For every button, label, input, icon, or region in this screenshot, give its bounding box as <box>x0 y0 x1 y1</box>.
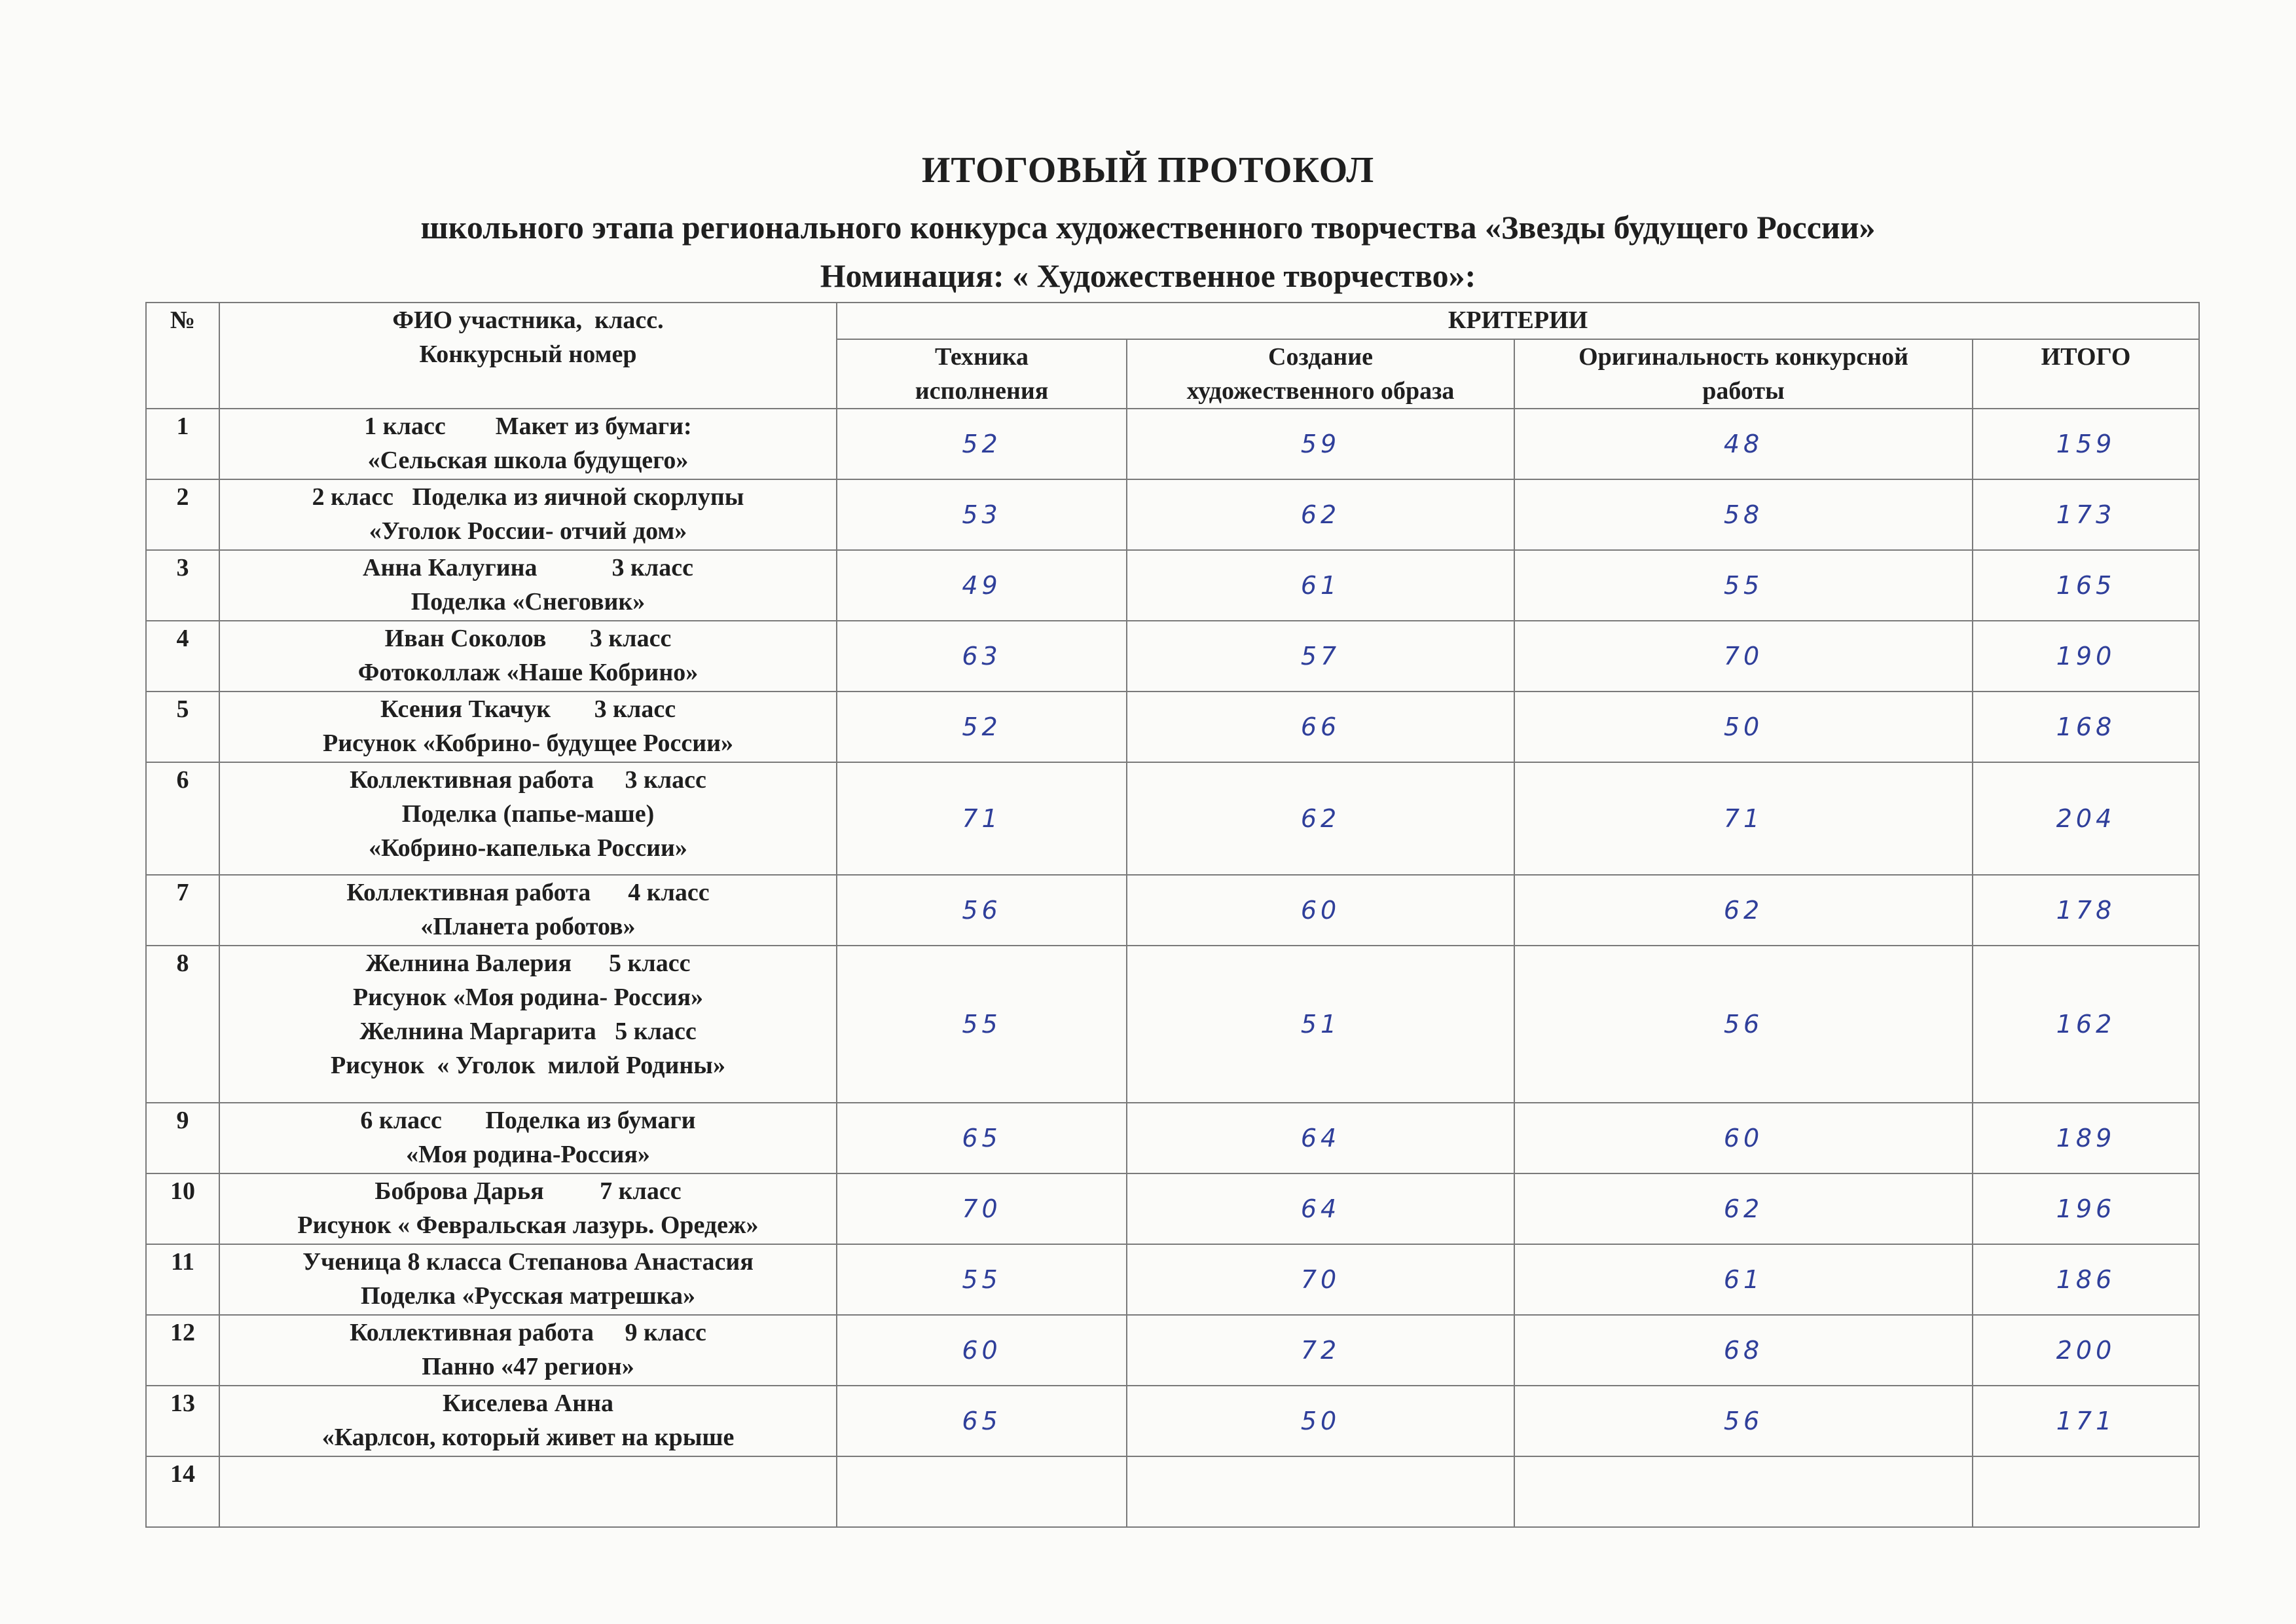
participant-line: Фотоколлаж «Наше Кобрино» <box>357 659 699 686</box>
results-table <box>145 302 2200 1528</box>
row-number: 8 <box>146 946 219 1103</box>
header-row-top <box>146 303 2199 339</box>
participant-line: Коллективная работа 3 класс <box>350 766 706 794</box>
participant-line: «Кобрино-капелька России» <box>369 834 687 862</box>
originality-score: 55 <box>1514 550 1973 621</box>
participant-line: «Моя родина-Россия» <box>406 1141 650 1168</box>
image-score: 64 <box>1127 1103 1514 1173</box>
participant-cell <box>219 1244 837 1315</box>
table-row <box>146 1456 2199 1527</box>
participant-line: «Карлсон, который живет на крыше <box>321 1424 735 1451</box>
image-score: 66 <box>1127 692 1514 762</box>
header-technique-line2: исполнения <box>915 377 1049 405</box>
total-score: 173 <box>1973 479 2199 550</box>
row-number: 14 <box>146 1456 219 1527</box>
table-row <box>146 621 2199 692</box>
technique-score: 65 <box>837 1103 1127 1173</box>
technique-score: 65 <box>837 1386 1127 1456</box>
participant-line: Рисунок «Моя родина- Россия» <box>352 984 704 1011</box>
image-score: 57 <box>1127 621 1514 692</box>
total-score <box>1973 1456 2199 1527</box>
header-originality-line1: Оригинальность конкурсной <box>1578 343 1908 371</box>
participant-line: «Планета роботов» <box>420 913 636 940</box>
originality-score: 62 <box>1514 1173 1973 1244</box>
image-score: 62 <box>1127 479 1514 550</box>
table-row <box>146 1173 2199 1244</box>
table-row <box>146 692 2199 762</box>
image-score: 51 <box>1127 946 1514 1103</box>
technique-score: 71 <box>837 762 1127 875</box>
participant-line: Иван Соколов 3 класс <box>384 625 672 652</box>
technique-score: 56 <box>837 875 1127 946</box>
row-number: 7 <box>146 875 219 946</box>
participant-cell <box>219 692 837 762</box>
header-image <box>1127 339 1514 409</box>
row-number: 6 <box>146 762 219 875</box>
header-image-line2: художественного образа <box>1186 377 1455 405</box>
participant-line: Поделка «Снеговик» <box>410 588 646 616</box>
header-technique-line1: Техника <box>934 343 1029 371</box>
technique-score: 49 <box>837 550 1127 621</box>
total-score: 186 <box>1973 1244 2199 1315</box>
document-title: ИТОГОВЫЙ ПРОТОКОЛ <box>921 150 1375 191</box>
nomination-title: Номинация: « Художественное творчество»: <box>820 257 1476 294</box>
technique-score: 70 <box>837 1173 1127 1244</box>
header-criteria: КРИТЕРИИ <box>837 303 2199 339</box>
participant-line: Панно «47 регион» <box>422 1353 634 1380</box>
total-score: 196 <box>1973 1173 2199 1244</box>
header-participant-line2: Конкурсный номер <box>419 341 637 368</box>
table-row <box>146 946 2199 1103</box>
participant-line: «Уголок России- отчий дом» <box>369 517 687 545</box>
participant-cell <box>219 1315 837 1386</box>
header-total: ИТОГО <box>1973 339 2199 409</box>
participant-line: 1 класс Макет из бумаги: <box>364 413 692 440</box>
row-number: 13 <box>146 1386 219 1456</box>
row-number: 3 <box>146 550 219 621</box>
technique-score <box>837 1456 1127 1527</box>
table-row <box>146 409 2199 479</box>
originality-score: 58 <box>1514 479 1973 550</box>
row-number: 9 <box>146 1103 219 1173</box>
originality-score: 50 <box>1514 692 1973 762</box>
participant-cell <box>219 875 837 946</box>
row-number: 2 <box>146 479 219 550</box>
originality-score <box>1514 1456 1973 1527</box>
row-number: 12 <box>146 1315 219 1386</box>
participant-cell <box>219 1386 837 1456</box>
originality-score: 48 <box>1514 409 1973 479</box>
participant-line: Рисунок « Февральская лазурь. Оредеж» <box>297 1211 759 1239</box>
image-score: 70 <box>1127 1244 1514 1315</box>
technique-score: 53 <box>837 479 1127 550</box>
table-row <box>146 479 2199 550</box>
header-originality-line2: работы <box>1702 377 1785 405</box>
image-score: 64 <box>1127 1173 1514 1244</box>
technique-score: 55 <box>837 946 1127 1103</box>
header-technique <box>837 339 1127 409</box>
originality-score: 70 <box>1514 621 1973 692</box>
participant-line: Рисунок « Уголок милой Родины» <box>331 1052 725 1079</box>
participant-cell <box>219 946 837 1103</box>
header-participant-line1: ФИО участника, класс. <box>392 306 664 334</box>
total-score: 159 <box>1973 409 2199 479</box>
participant-line: Желнина Маргарита 5 класс <box>359 1018 697 1045</box>
header-originality <box>1514 339 1973 409</box>
total-score: 204 <box>1973 762 2199 875</box>
image-score: 59 <box>1127 409 1514 479</box>
originality-score: 56 <box>1514 946 1973 1103</box>
participant-line: Рисунок «Кобрино- будущее России» <box>323 729 733 757</box>
image-score: 60 <box>1127 875 1514 946</box>
header-participant <box>219 303 837 409</box>
participant-line: Киселева Анна <box>442 1390 614 1417</box>
technique-score: 60 <box>837 1315 1127 1386</box>
image-score: 62 <box>1127 762 1514 875</box>
originality-score: 56 <box>1514 1386 1973 1456</box>
table-row <box>146 1386 2199 1456</box>
originality-score: 68 <box>1514 1315 1973 1386</box>
originality-score: 71 <box>1514 762 1973 875</box>
technique-score: 63 <box>837 621 1127 692</box>
total-score: 200 <box>1973 1315 2199 1386</box>
row-number: 10 <box>146 1173 219 1244</box>
participant-line: Ученица 8 класса Степанова Анастасия <box>302 1248 754 1276</box>
header-num: № <box>146 303 219 409</box>
row-number: 11 <box>146 1244 219 1315</box>
participant-cell <box>219 550 837 621</box>
participant-cell <box>219 1456 837 1527</box>
participant-line: Анна Калугина 3 класс <box>363 554 693 581</box>
participant-line: 2 класс Поделка из яичной скорлупы <box>312 483 744 511</box>
participant-cell <box>219 621 837 692</box>
table-row <box>146 762 2199 875</box>
results-body <box>146 409 2199 1527</box>
total-score: 168 <box>1973 692 2199 762</box>
participant-cell <box>219 479 837 550</box>
total-score: 190 <box>1973 621 2199 692</box>
participant-cell <box>219 762 837 875</box>
total-score: 189 <box>1973 1103 2199 1173</box>
header-image-line1: Создание <box>1268 343 1373 371</box>
table-row <box>146 1103 2199 1173</box>
row-number: 5 <box>146 692 219 762</box>
total-score: 162 <box>1973 946 2199 1103</box>
total-score: 171 <box>1973 1386 2199 1456</box>
participant-line: «Сельская школа будущего» <box>367 447 689 474</box>
participant-line: Поделка (папье-маше) <box>401 800 655 828</box>
total-score: 165 <box>1973 550 2199 621</box>
participant-cell <box>219 1173 837 1244</box>
image-score: 50 <box>1127 1386 1514 1456</box>
participant-cell <box>219 409 837 479</box>
participant-cell <box>219 1103 837 1173</box>
table-row <box>146 875 2199 946</box>
technique-score: 52 <box>837 692 1127 762</box>
originality-score: 61 <box>1514 1244 1973 1315</box>
document-subtitle: школьного этапа регионального конкурса художественного творчества «Звезды будущего России» <box>420 209 1876 246</box>
participant-line: Коллективная работа 9 класс <box>350 1319 706 1346</box>
participant-line: Боброва Дарья 7 класс <box>374 1177 682 1205</box>
technique-score: 52 <box>837 409 1127 479</box>
table-row <box>146 1244 2199 1315</box>
participant-line: Поделка «Русская матрешка» <box>360 1282 695 1310</box>
participant-line: Коллективная работа 4 класс <box>346 879 710 906</box>
row-number: 4 <box>146 621 219 692</box>
participant-line: Ксения Ткачук 3 класс <box>380 695 676 723</box>
table-row <box>146 1315 2199 1386</box>
participant-line: Желнина Валерия 5 класс <box>365 950 691 977</box>
participant-line: 6 класс Поделка из бумаги <box>360 1107 696 1134</box>
technique-score: 55 <box>837 1244 1127 1315</box>
originality-score: 62 <box>1514 875 1973 946</box>
image-score: 72 <box>1127 1315 1514 1386</box>
image-score: 61 <box>1127 550 1514 621</box>
row-number: 1 <box>146 409 219 479</box>
image-score <box>1127 1456 1514 1527</box>
table-row <box>146 550 2199 621</box>
total-score: 178 <box>1973 875 2199 946</box>
originality-score: 60 <box>1514 1103 1973 1173</box>
